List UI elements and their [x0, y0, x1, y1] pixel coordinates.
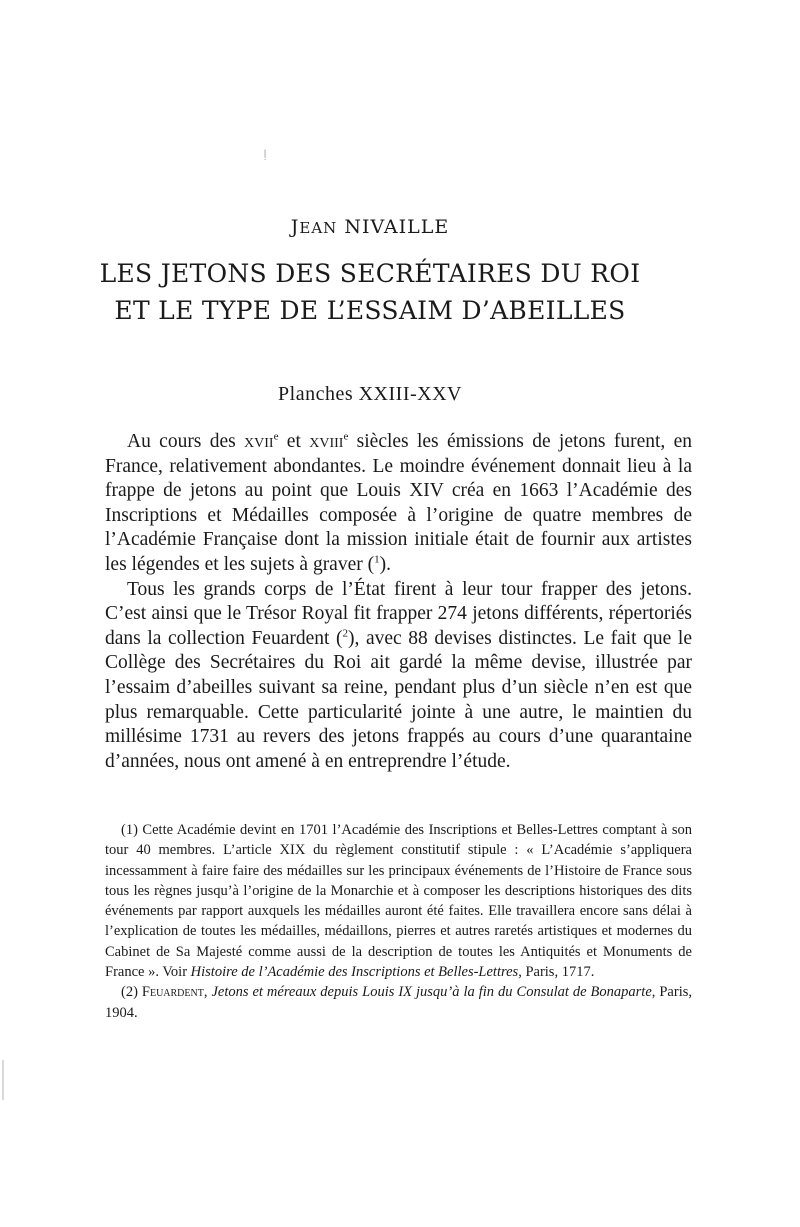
scan-edge-mark	[2, 1060, 4, 1100]
footnote-ref-2: 2	[342, 627, 349, 640]
author-name: JEAN NIVAILLE	[290, 216, 450, 238]
paragraph-2: Tous les grands corps de l’État firent à leur tour frapper des jetons. C’est ainsi que le Trésor Royal fit frapper 274 jetons différents, répertoriés dans la collection Feuardent ($^2$), avec 88 devises distinctes. Le fait que le Collège des Secrétaires du Roi ait gardé la même devise, illustrée par l’essaim d’abeilles suivant sa reine, pendant plus d’un siècle n’en est que plus remarquable. Cette particularité jointe à une autre, le maintien du millésime 1731 au revers des jetons frappés au cours d’une quarantaine d’années, nous ont amené à en entreprendre l’étude.	[105, 578, 692, 772]
paragraph-1: Au cours des xvii$^e$ et xviii$^e$ siècles les émissions de jetons furent, en France, relativement abondantes. Le moindre événement donnait lieu à la frappe de jetons au point que Louis XIV créa en 1663 l’Académie des Inscriptions et Médailles composée à l’origine de quatre membres de l’Académie Française dont la mission initiale était de fournir aux artistes les légendes et les sujets à graver ($^1$).	[105, 430, 692, 575]
article-title-line-2: ET LE TYPE DE L’ESSAIM D’ABEILLES	[114, 296, 626, 325]
footnotes	[105, 820, 692, 1023]
stray-mark: ǃ	[263, 148, 268, 164]
article-title-line-1: LES JETONS DES SECRÉTAIRES DU ROI	[99, 259, 641, 288]
plates-reference: Planches XXIII-XXV	[278, 383, 462, 405]
footnote-1: (1) Cette Académie devint en 1701 l’Académie des Inscriptions et Belles-Lettres comptant à son tour 40 membres. L’article XIX du règlement constitutif stipule : « L’Académie s’appliquera incessamment à faire faire des médailles sur les principaux événements de l’Histoire de France sous tous les règnes jusqu’à l’origine de la Monarchie et à composer les descriptions historiques des dits événements par rapport auxquels les médailles auront été faites. Elle travaillera encore sans délai à l’explication de toutes les médailles, médaillons, pierres et autres raretés artistiques et modernes du Cabinet de Sa Majesté comme aussi de la description de toutes les Antiquités et Monuments de France ». Voir Histoire de l’Académie des Inscriptions et Belles-Lettres, Paris, 1717.	[105, 822, 692, 981]
footnote-ref-1: 1	[374, 553, 380, 566]
body-text	[105, 430, 692, 774]
footnote-2: (2) Feuardent, Jetons et méreaux depuis Louis IX jusqu’à la fin du Consulat de Bonaparte, Paris, 1904.	[105, 984, 692, 1021]
